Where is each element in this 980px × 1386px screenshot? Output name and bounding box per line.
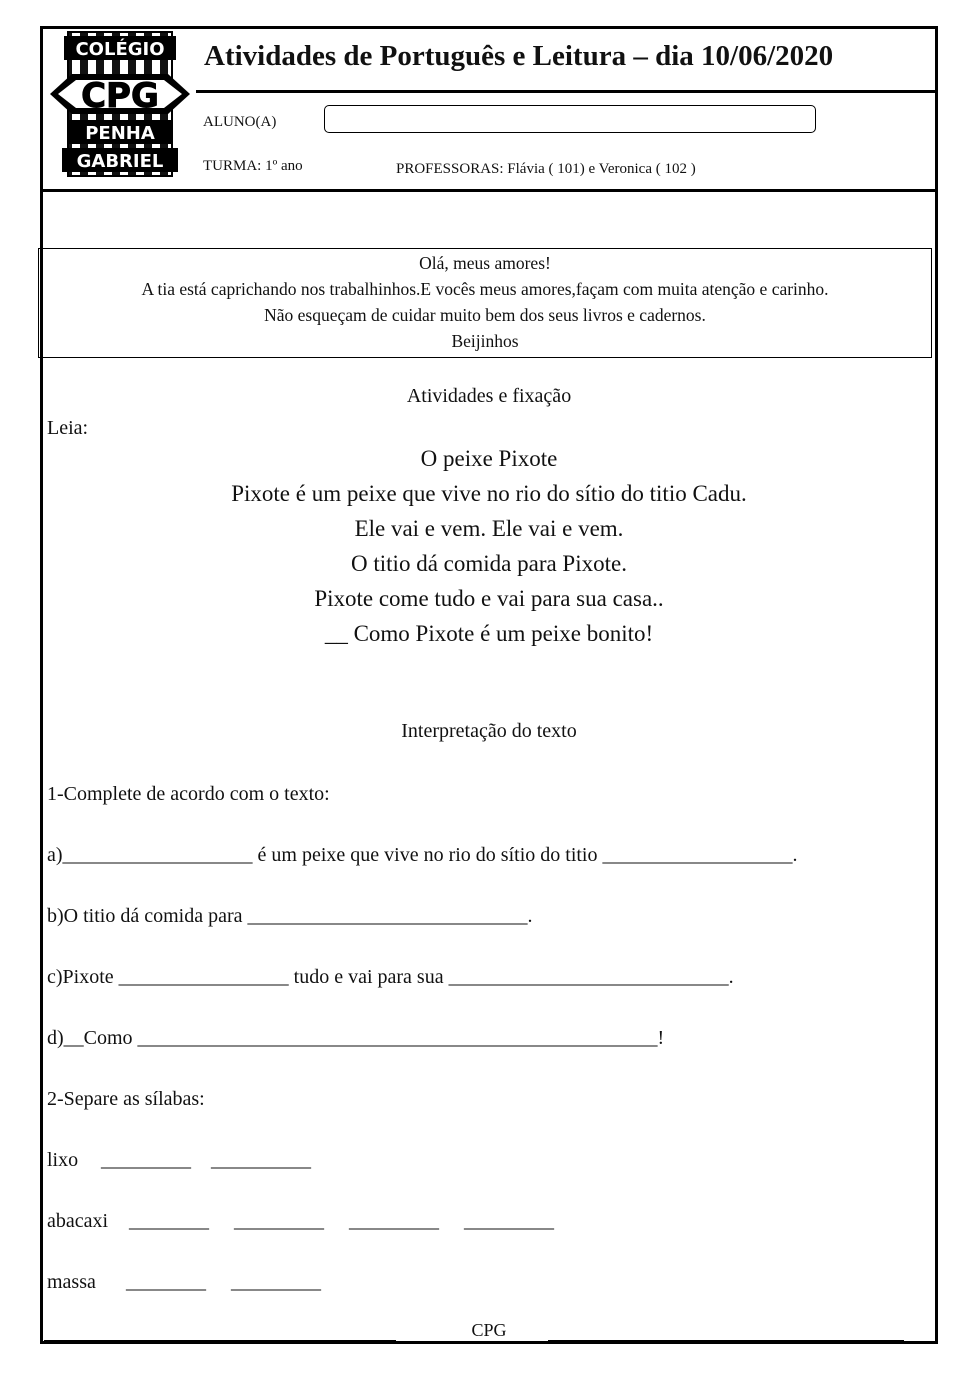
logo-text-gabriel: GABRIEL (76, 151, 164, 172)
footer-line-right (548, 1340, 904, 1341)
message-line: Beijinhos (451, 331, 519, 351)
read-label: Leia: (47, 417, 89, 439)
message-line: A tia está caprichando nos trabalhinhos.E vocês meus amores,façam com muita atenção e carinho. (141, 279, 829, 299)
school-logo (48, 30, 192, 180)
question-1d[interactable]: d)__Como ____________________________________________________! (47, 1027, 665, 1049)
message-box (38, 248, 932, 358)
syllable-word: lixo (47, 1149, 79, 1171)
story-line: Pixote come tudo e vai para sua casa.. (314, 586, 664, 611)
question-1a[interactable]: a)___________________ é um peixe que vive no rio do sítio do titio ___________________. (47, 844, 798, 866)
question-1c[interactable]: c)Pixote _________________ tudo e vai para sua ____________________________. (47, 966, 734, 988)
story-line: Ele vai e vem. Ele vai e vem. (354, 516, 624, 541)
student-label: ALUNO(A) (203, 114, 277, 130)
syllable-blanks[interactable]: _________ __________ (101, 1149, 311, 1171)
syllable-blanks[interactable]: ________ _________ (126, 1271, 321, 1293)
logo-text-colegio: COLÉGIO (75, 39, 165, 60)
class-label: TURMA: 1º ano (203, 158, 303, 174)
story-title: O peixe Pixote (420, 446, 558, 471)
question-1b[interactable]: b)O titio dá comida para ____________________________. (47, 905, 533, 927)
question-2: 2-Separe as sílabas: (47, 1088, 205, 1110)
footer-text: CPG (471, 1320, 507, 1340)
student-name-field[interactable] (324, 105, 816, 133)
title-divider (196, 90, 938, 93)
syllable-blanks[interactable]: ________ _________ _________ _________ (129, 1210, 554, 1232)
story-line: __ Como Pixote é um peixe bonito! (324, 621, 654, 646)
question-1: 1-Complete de acordo com o texto: (47, 783, 330, 805)
story-line: O titio dá comida para Pixote. (351, 551, 627, 576)
page-title: Atividades de Português e Leitura – dia 10/06/2020 (204, 40, 834, 72)
section-title: Atividades e fixação (406, 385, 572, 407)
header-divider (40, 189, 938, 192)
syllable-word: massa (47, 1271, 96, 1293)
syllable-word: abacaxi (47, 1210, 109, 1232)
message-line: Não esqueçam de cuidar muito bem dos seus livros e cadernos. (264, 305, 706, 325)
logo-text-cpg: CPG (81, 76, 159, 116)
logo-text-penha: PENHA (85, 123, 155, 144)
page-frame (40, 26, 938, 1344)
interpretation-title: Interpretação do texto (401, 720, 577, 742)
message-line: Olá, meus amores! (419, 253, 551, 273)
teachers-label: PROFESSORAS: Flávia ( 101) e Veronica ( 102 ) (396, 161, 696, 177)
story-line: Pixote é um peixe que vive no rio do sítio do titio Cadu. (231, 481, 747, 506)
